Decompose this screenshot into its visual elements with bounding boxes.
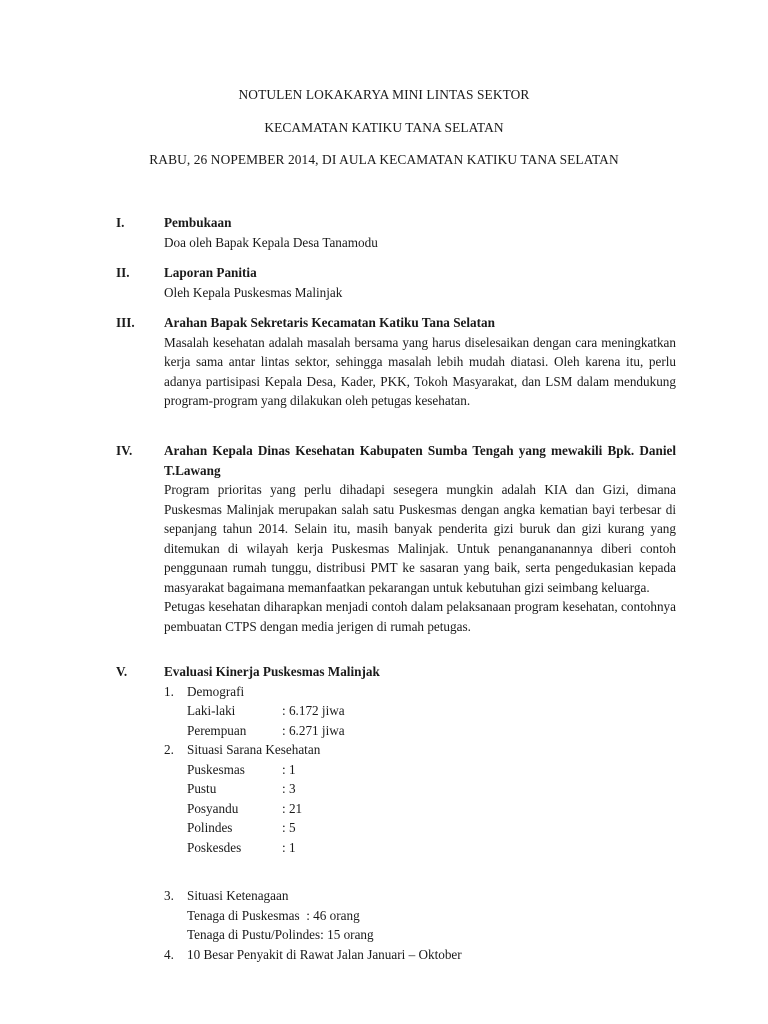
section-heading: Arahan Kepala Dinas Kesehatan Kabupaten Sumba Tengah yang mewakili Bpk. Daniel T.Lawang: [164, 443, 676, 478]
staff-line: Tenaga di Pustu/Polindes: 15 orang: [187, 927, 374, 942]
document-date-location: RABU, 26 NOPEMBER 2014, DI AULA KECAMATAN KATIKU TANA SELATAN: [149, 152, 619, 167]
section-heading: Arahan Bapak Sekretaris Kecamatan Katiku Tana Selatan: [164, 315, 495, 330]
row-value: : 5: [282, 820, 296, 835]
data-row: [187, 818, 676, 838]
section-numeral: V.: [116, 664, 128, 679]
row-key: Posyandu: [187, 800, 239, 816]
data-row: [187, 838, 676, 858]
row-value: : 3: [282, 781, 296, 796]
list-item-number: 3.: [164, 888, 174, 903]
staff-line: Tenaga di Puskesmas : 46 orang: [187, 907, 360, 923]
list-item-number: 4.: [164, 946, 174, 962]
list-item-sarana-kesehatan: [164, 740, 676, 857]
section-body-2: Petugas kesehatan diharapkan menjadi contoh dalam pelaksanaan program kesehatan, contohnya pembuatan CTPS dengan media jerigen di rumah petugas.: [164, 599, 676, 634]
section-heading: Laporan Panitia: [164, 265, 257, 280]
row-key: Puskesmas: [187, 761, 245, 777]
data-row: [187, 760, 676, 780]
list-item-label: Demografi: [187, 683, 245, 699]
section-numeral: II.: [116, 265, 130, 280]
row-value: : 1: [282, 761, 296, 777]
row-value: : 6.172 jiwa: [282, 703, 345, 718]
section-heading: Pembukaan: [164, 215, 232, 230]
list-item-demografi: [164, 682, 676, 741]
section-body: Masalah kesehatan adalah masalah bersama yang harus diselesaikan dengan cara meningkatkan kerja sama antar lintas sektor, sehingga masalah lebih mudah diatasi. Oleh karena itu, perlu adanya partisipasi Kepala Desa, Kader, PKK, Tokoh Masyarakat, dan LSM dalam mendukung program-program yang dilakukan oleh petugas kesehatan.: [164, 334, 676, 408]
evaluation-list: [164, 682, 676, 965]
section-body: Oleh Kepala Puskesmas Malinjak: [164, 284, 343, 300]
row-key: Perempuan: [187, 722, 247, 738]
row-key: Poskesdes: [187, 839, 242, 855]
section-numeral: I.: [116, 215, 125, 230]
list-item-number: 1.: [164, 683, 174, 699]
section-numeral: IV.: [116, 443, 133, 458]
list-item-label: 10 Besar Penyakit di Rawat Jalan Januari – Oktober: [187, 946, 462, 962]
data-row: [187, 779, 676, 799]
row-value: : 21: [282, 800, 303, 816]
row-value: : 6.271 jiwa: [282, 722, 345, 738]
document-subtitle: KECAMATAN KATIKU TANA SELATAN: [264, 120, 504, 135]
data-row: [187, 701, 676, 721]
section-heading: Evaluasi Kinerja Puskesmas Malinjak: [164, 664, 380, 679]
list-item-besar-penyakit: [164, 945, 676, 965]
row-key: Laki-laki: [187, 703, 236, 718]
list-item-label: Situasi Ketenagaan: [187, 888, 289, 903]
data-row: [187, 799, 676, 819]
list-spacer: [164, 857, 676, 886]
row-value: : 1: [282, 839, 296, 855]
section-body: Doa oleh Bapak Kepala Desa Tanamodu: [164, 234, 378, 250]
list-item-ketenagaan: [164, 886, 676, 945]
section-numeral: III.: [116, 315, 135, 330]
section-body: Program prioritas yang perlu dihadapi sesegera mungkin adalah KIA dan Gizi, dimana Puskesmas Malinjak merupakan salah satu Puskesmas dengan angka kematian bayi terbesar di sepanjang tahun 2014. Selain itu, masih banyak penderita gizi buruk dan gizi kurang yang ditemukan di wilayah kerja Puskesmas Malinjak. Untuk penangananannya diberi contoh penggunaan rumah tunggu, distribusi PMT ke sasaran yang baik, serta pengedukasian kepada masyarakat bagaimana memanfaatkan pekarangan untuk kebutuhan gizi seimbang keluarga.: [164, 482, 676, 595]
list-item-label: Situasi Sarana Kesehatan: [187, 742, 321, 757]
row-key: Polindes: [187, 820, 233, 835]
document-title: NOTULEN LOKAKARYA MINI LINTAS SEKTOR: [238, 87, 530, 102]
row-key: Pustu: [187, 781, 217, 796]
data-row: [187, 721, 676, 741]
list-item-number: 2.: [164, 742, 174, 757]
